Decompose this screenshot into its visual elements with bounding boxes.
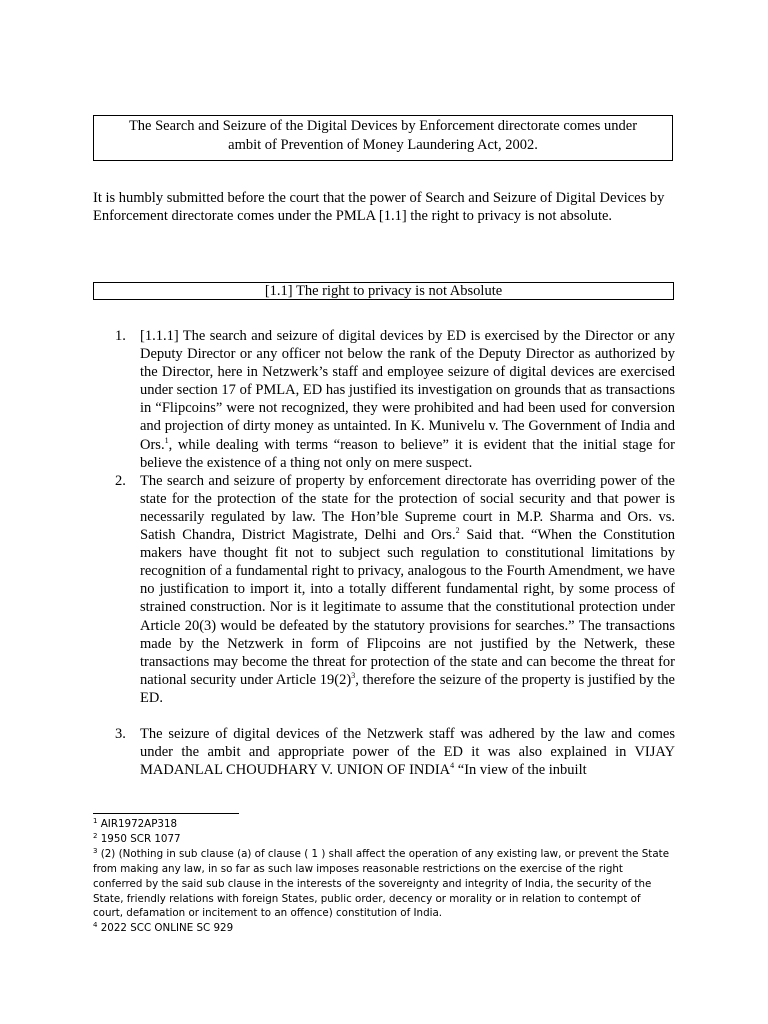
footnote-number: 2 xyxy=(93,831,98,840)
footnote-text: 2022 SCC ONLINE SC 929 xyxy=(97,922,234,935)
footnote-number: 4 xyxy=(93,921,98,930)
footnote-number: 3 xyxy=(93,846,98,855)
list-item-number: 1. xyxy=(115,328,126,344)
list-item-text: , while dealing with terms “reason to believe” it is evident that the initial stage for believe the existence of a thing not only on mere suspect. xyxy=(140,436,675,471)
list-item xyxy=(115,327,675,472)
footnote xyxy=(93,817,673,832)
footnote-text: 1950 SCR 1077 xyxy=(97,832,181,845)
list-item-text: “In view of the inbuilt xyxy=(454,762,587,779)
list-item-number: 2. xyxy=(115,472,126,489)
title-line-2: ambit of Prevention of Money Laundering Act, 2002. xyxy=(228,137,538,153)
footnote-ref[interactable]: 2 xyxy=(455,526,460,536)
title-line-1: The Search and Seizure of the Digital Devices by Enforcement directorate comes under xyxy=(128,118,638,134)
footnote-ref[interactable]: 1 xyxy=(164,435,169,445)
footnote xyxy=(93,832,673,847)
footnote-separator xyxy=(93,813,239,814)
section-heading-box xyxy=(93,282,674,300)
list-item-text: The seizure of digital devices of the Netzwerk staff was adhered by the law and comes under the ambit and appropriate power of the ED it was also explained in VIJAY MADANLAL CHOUDHARY V. UNION OF INDIA xyxy=(140,725,675,779)
footnote xyxy=(93,847,673,922)
section-heading: [1.1] The right to privacy is not Absolute xyxy=(264,283,503,299)
list-item xyxy=(115,725,675,779)
footnote-number: 1 xyxy=(93,817,98,825)
footnote xyxy=(93,921,673,936)
footnote-text: AIR1972AP318 xyxy=(97,818,178,830)
list-item xyxy=(115,472,675,707)
list-item-text: The search and seizure of property by enforcement directorate has overriding power of the state for the protection of the state for the protection of social security and that power is necessarily regulated by law. The Hon’ble Supreme court in M.P. Sharma and Ors. vs. Satish Chandra, District Magistrate, Delhi and Ors. xyxy=(140,472,675,544)
footnote-text: (2) (Nothing in sub clause (a) of clause ( 1 ) shall affect the operation of any existing law, or prevent the State from making any law, in so far as such law imposes reasonable restrictions on the exercise of the right conferred by the said sub clause in the interests of the sovereignty and integrity of India, the security of the State, friendly relations with foreign States, public order, decency or morality or in relation to contempt of court, defamation or incitement to an offence) constitution of India. xyxy=(93,847,670,920)
footnote-ref[interactable]: 3 xyxy=(351,670,356,680)
footnote-ref[interactable]: 4 xyxy=(450,761,455,771)
list-item-text: , therefore the seizure of the property is justified by the ED. xyxy=(140,671,675,706)
list-item-text: Said that. “When the Constitution makers have thought fit not to subject such regulation to constitutional limitations by recognition of a fundamental right to privacy, analogous to the Fourth Amendment, we have no justification to import it, into a totally different fundamental right, by some process of strained construction. Nor is it legitimate to assume that the constitutional protection under Article 20(3) would be defeated by the statutory provisions for searches.” The transactions made by the Netzwerk in form of Flipcoins are not justified by the Netwerk, these transactions may become the threat for protection of the state and can become the threat for national security under Article 19(2) xyxy=(140,527,675,688)
title-box xyxy=(93,115,673,161)
footnotes xyxy=(93,817,673,936)
intro-paragraph: It is humbly submitted before the court that the power of Search and Seizure of Digital Devices by Enforcement directorate comes under the PMLA [1.1] the right to privacy is not absolute. xyxy=(93,190,665,225)
argument-list xyxy=(115,327,675,779)
list-item-number: 3. xyxy=(115,725,126,742)
list-item-text: [1.1.1] The search and seizure of digital devices by ED is exercised by the Director or any Deputy Director or any officer not below the rank of the Deputy Director as authorized by the Director, here in Netzwerk’s staff and employee seizure of digital devices are exercised under section 17 of PMLA, ED has justified its investigation on grounds that as transactions in “Flipcoins” were not recognized, they were prohibited and had been used for conversion and projection of dirty money as untainted. In K. Munivelu v. The Government of India and Ors. xyxy=(140,328,675,453)
